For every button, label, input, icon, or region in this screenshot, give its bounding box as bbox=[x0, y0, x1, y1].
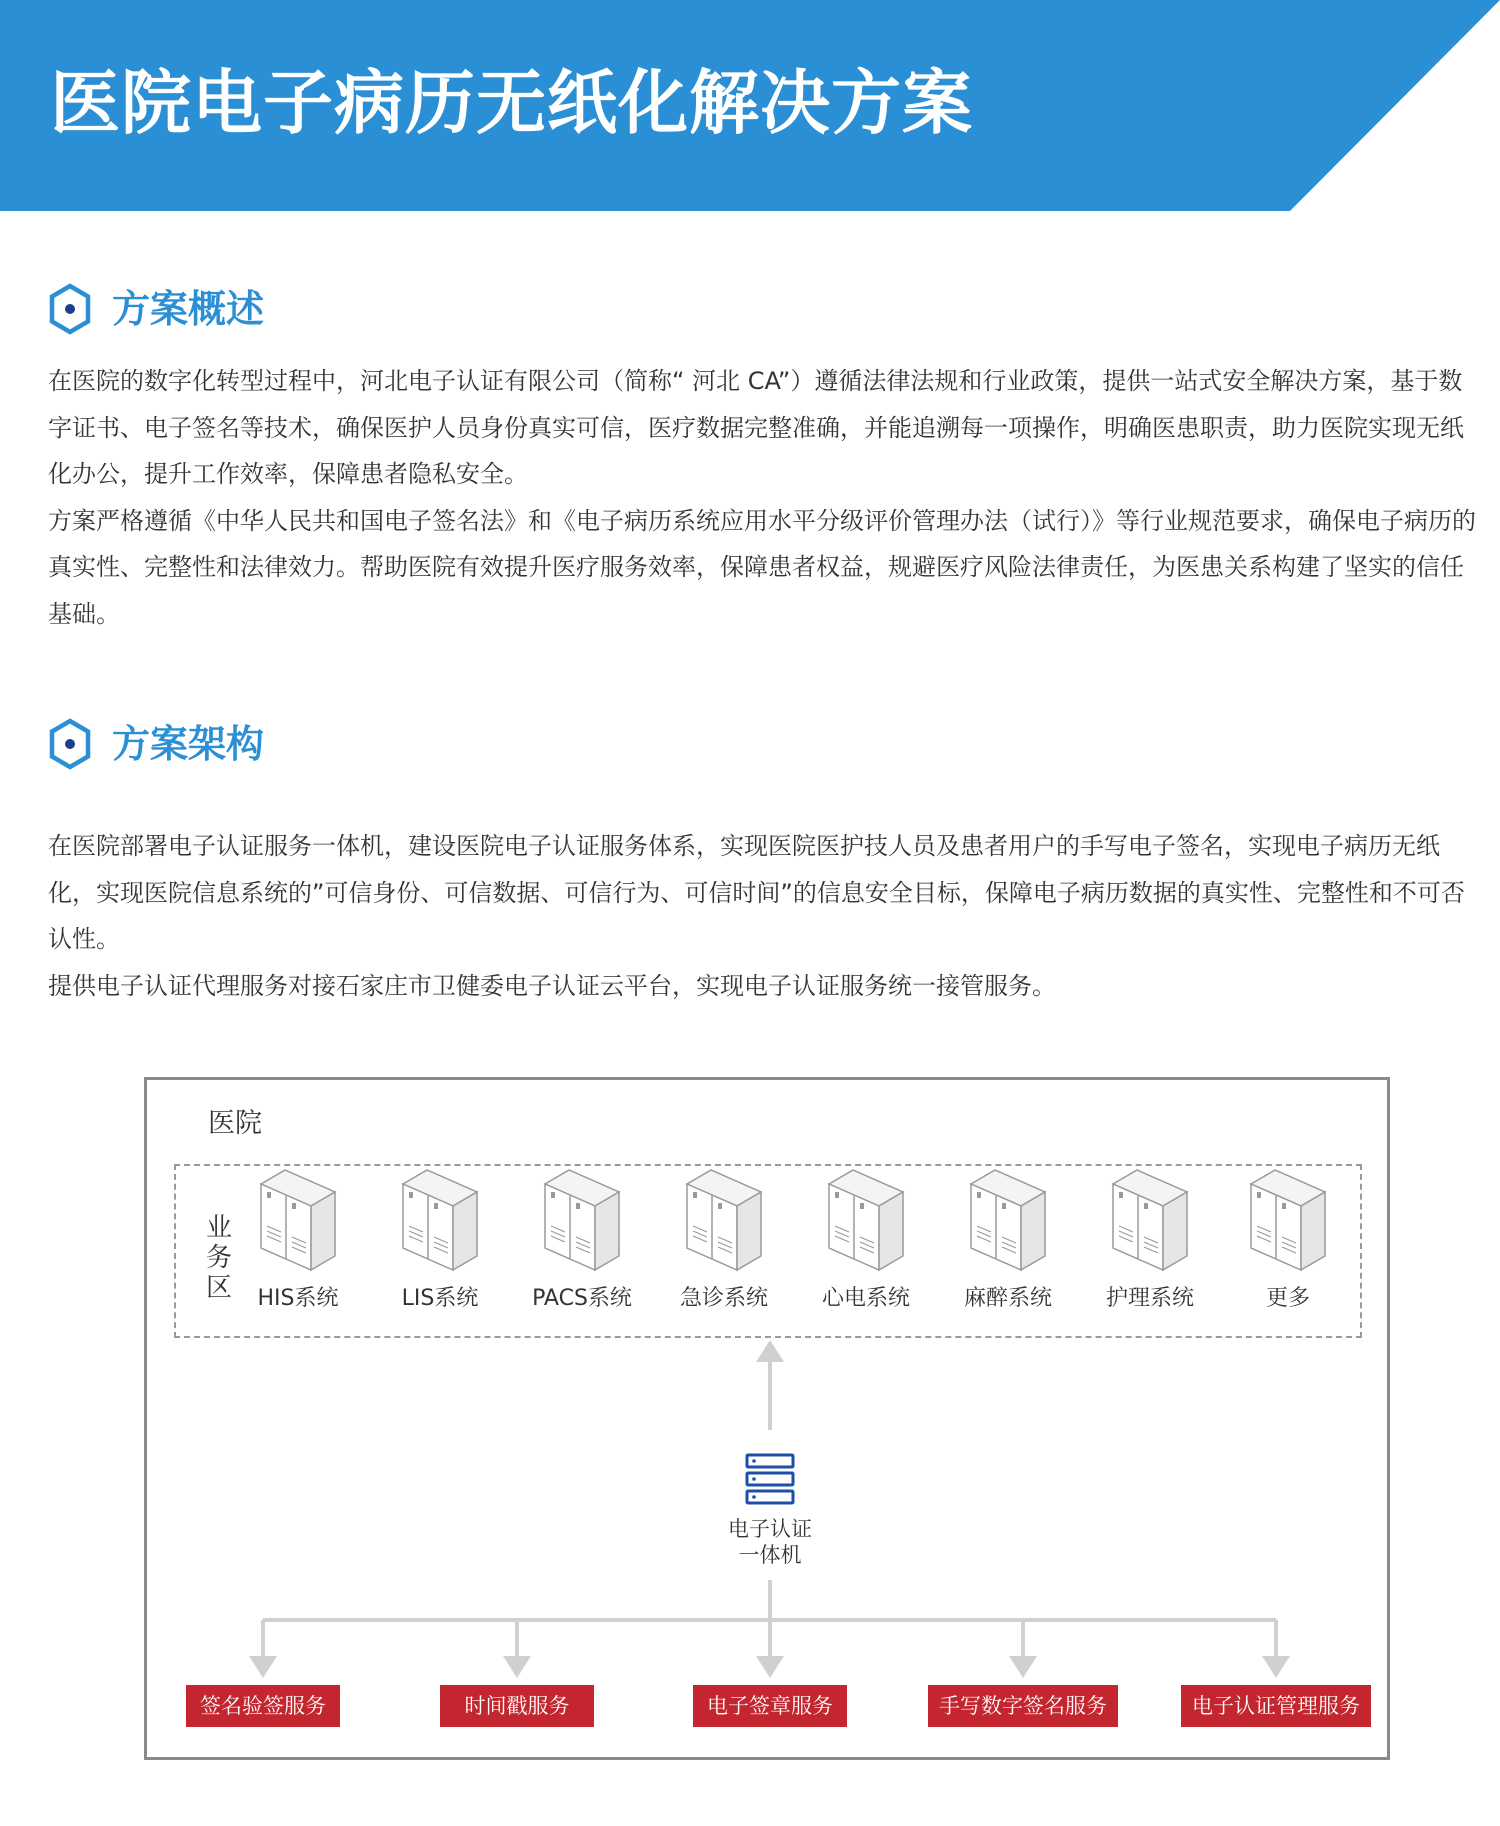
device-label-line: 电子认证 bbox=[728, 1517, 812, 1541]
system-label: 更多 bbox=[1265, 1286, 1310, 1311]
down-arrow-icon bbox=[249, 1656, 277, 1678]
device-label-line: 一体机 bbox=[738, 1543, 802, 1567]
service-box: 电子签章服务 bbox=[693, 1685, 847, 1727]
service-box: 电子认证管理服务 bbox=[1181, 1685, 1371, 1727]
hospital-label: 医院 bbox=[208, 1108, 262, 1139]
system-label: PACS系统 bbox=[532, 1286, 632, 1311]
overview-paragraph: 在医院的数字化转型过程中，河北电子认证有限公司（简称“ 河北 CA”）遵循法律法规和行业政策，提供一站式安全解决方案，基于数字证书、电子签名等技术，确保医护人员身份真实可信，医疗数据完整准确，并能追溯每一项操作，明确医患职责，助力医院实现无纸化办公，提升工作效率，保障患者隐私安全。 bbox=[48, 367, 1464, 488]
service-box: 签名验签服务 bbox=[186, 1685, 340, 1727]
down-arrow-icon bbox=[503, 1656, 531, 1678]
service-box: 手写数字签名服务 bbox=[928, 1685, 1118, 1727]
system-label: 心电系统 bbox=[821, 1286, 910, 1311]
down-arrow-icon bbox=[1009, 1656, 1037, 1678]
system-label: HIS系统 bbox=[257, 1286, 339, 1311]
zone-label: 业务区 bbox=[205, 1213, 232, 1303]
overview-paragraph: 方案严格遵循《中华人民共和国电子签名法》和《电子病历系统应用水平分级评价管理办法（试行）》等行业规范要求，确保电子病历的真实性、完整性和法律效力。帮助医院有效提升医疗服务效率，保障患者权益，规避医疗风险法律责任，为医患关系构建了坚实的信任基础。 bbox=[48, 506, 1476, 628]
section-title: 方案概述 bbox=[112, 287, 265, 331]
server-rack-icon bbox=[744, 1452, 796, 1506]
up-arrow-icon bbox=[756, 1340, 784, 1362]
down-arrow-icon bbox=[1262, 1656, 1290, 1678]
system-label: LIS系统 bbox=[401, 1286, 479, 1311]
architecture-paragraph: 提供电子认证代理服务对接石家庄市卫健委电子认证云平台，实现电子认证服务统一接管服务。 bbox=[48, 971, 1056, 1000]
architecture-paragraph: 在医院部署电子认证服务一体机，建设医院电子认证服务体系，实现医院医护技人员及患者用户的手写电子签名，实现电子病历无纸化，实现医院信息系统的”可信身份、可信数据、可信行为、可信时间”的信息安全目标，保障电子病历数据的真实性、完整性和不可否认性。 bbox=[48, 832, 1465, 953]
system-label: 急诊系统 bbox=[679, 1286, 768, 1311]
page-title: 医院电子病历无纸化解决方案 bbox=[50, 62, 973, 144]
ca-appliance bbox=[710, 1452, 830, 1568]
system-label: 护理系统 bbox=[1105, 1286, 1194, 1311]
service-box: 时间戳服务 bbox=[440, 1685, 594, 1727]
system-label: 麻醉系统 bbox=[963, 1286, 1052, 1311]
section-title: 方案架构 bbox=[112, 722, 265, 766]
down-arrow-icon bbox=[756, 1656, 784, 1678]
service-drops bbox=[249, 1620, 1290, 1678]
